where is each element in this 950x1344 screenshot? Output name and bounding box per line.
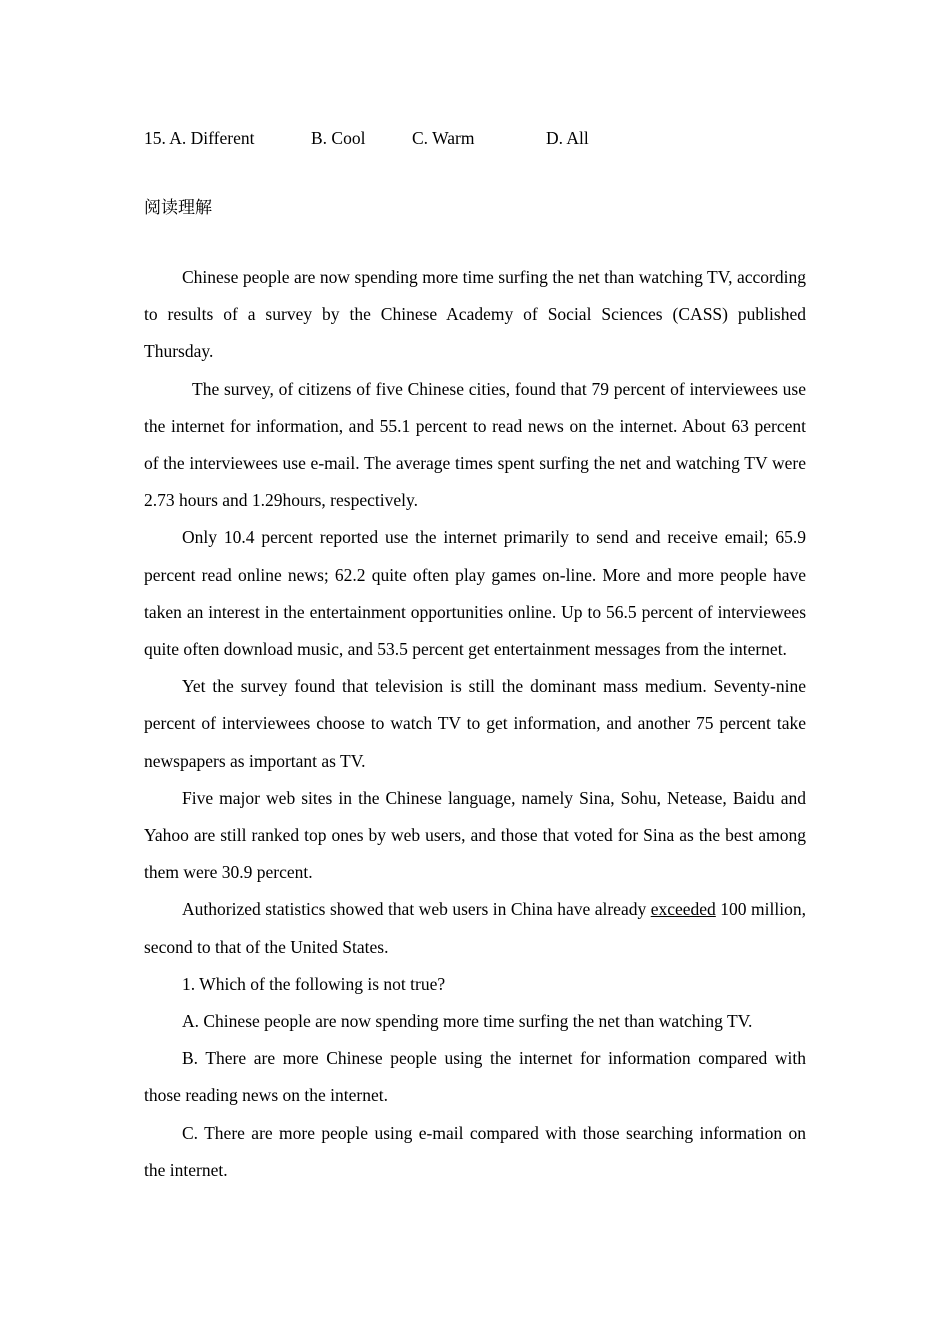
question-1-option-c: C. There are more people using e-mail compared with those searching information on the internet. xyxy=(144,1122,806,1180)
passage-paragraph-5: Five major web sites in the Chinese language, namely Sina, Sohu, Netease, Baidu and Yahoo are still ranked top ones by web users, and those that voted for Sina as the best among them were 30.9 percent. xyxy=(144,787,806,883)
question-15-option-b: B. Cool xyxy=(311,128,366,148)
paragraph-6-text-start: Authorized statistics showed that web users in China have already xyxy=(182,899,651,920)
reading-passage xyxy=(144,259,806,1189)
question-15-option-d: D. All xyxy=(546,128,589,148)
question-15-option-c: C. Warm xyxy=(412,128,475,148)
question-15-option-a: 15. A. Different xyxy=(144,128,255,148)
underlined-word: exceeded xyxy=(650,899,716,920)
question-1-stem: 1. Which of the following is not true? xyxy=(182,973,446,994)
question-1-option-b: B. There are more Chinese people using the internet for information compared with those reading news on the internet. xyxy=(144,1048,806,1106)
passage-paragraph-4: Yet the survey found that television is still the dominant mass medium. Seventy-nine percent of interviewees choose to watch TV to get information, and another 75 percent take newspapers as important as TV. xyxy=(144,676,806,771)
section-heading: 阅读理解 xyxy=(144,198,212,218)
passage-paragraph-3: Only 10.4 percent reported use the internet primarily to send and receive email; 65.9 percent read online news; 62.2 quite often play games on-line. More and more people have taken an interest in the entertainment opportunities online. Up to 56.5 percent of interviewees quite often download music, and 53.5 percent get entertainment messages from the internet. xyxy=(144,527,806,660)
passage-paragraph-1: Chinese people are now spending more time surfing the net than watching TV, according to results of a survey by the Chinese Academy of Social Sciences (CASS) published Thursday. xyxy=(144,267,806,362)
passage-paragraph-6 xyxy=(144,891,806,965)
passage-paragraph-2: The survey, of citizens of five Chinese cities, found that 79 percent of interviewees use the internet for information, and 55.1 percent to read news on the internet. About 63 percent of the interviewees use e-mail. The average times spent surfing the net and watching TV were 2.73 hours and 1.29hours, respectively. xyxy=(144,378,806,511)
paragraph-6-text-end: 100 million, second to that of the United States. xyxy=(144,899,806,957)
previous-question-options xyxy=(144,126,806,150)
question-1-option-a: A. Chinese people are now spending more time surfing the net than watching TV. xyxy=(182,1011,753,1032)
